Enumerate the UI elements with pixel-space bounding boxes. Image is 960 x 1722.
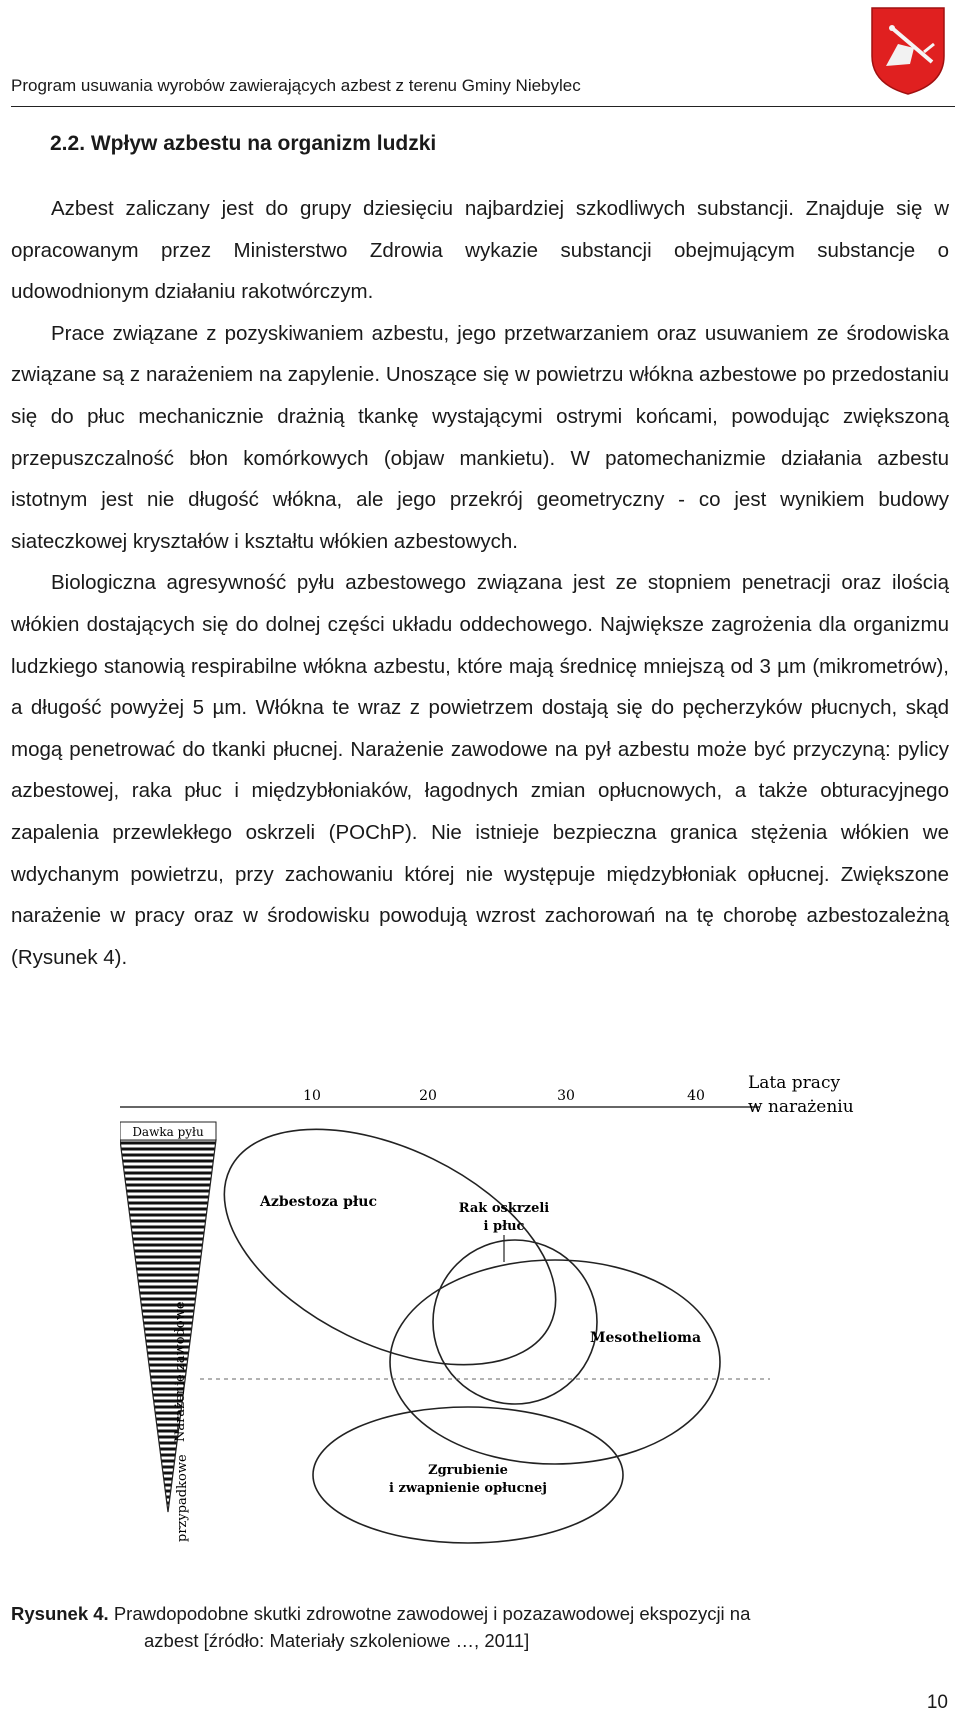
figure-caption <box>11 1600 911 1654</box>
axis-title-line2: w narażeniu <box>748 1097 854 1117</box>
paragraph-1: Azbest zaliczany jest do grupy dziesięciu najbardziej szkodliwych substancji. Znajduje się w opracowanym przez Ministerstwo Zdrowia wykazie substancji obejmującym substancje o udowodnionym działaniu rakotwórczym. <box>11 197 949 304</box>
mesothelioma-label: Mesothelioma <box>590 1330 702 1346</box>
axis-title-line1: Lata pracy <box>748 1073 841 1093</box>
pleural-label-2: i zwapnienie opłucnej <box>389 1481 547 1496</box>
caption-text-line2: azbest [źródło: Materiały szkoleniowe …, 2011] <box>144 1630 530 1651</box>
coat-of-arms-icon <box>868 4 948 96</box>
tick-30: 30 <box>557 1088 575 1104</box>
tick-40: 40 <box>687 1088 705 1104</box>
asbestos-effects-diagram <box>120 1062 890 1570</box>
lung-cancer-label-2: i płuc <box>483 1219 525 1234</box>
header-divider <box>11 106 955 107</box>
exposure-occupational-label: Narażenie zawodowe <box>173 1301 188 1442</box>
section-title: 2.2. Wpływ azbestu na organizm ludzki <box>50 132 437 155</box>
document-header: Program usuwania wyrobów zawierających azbest z terenu Gminy Niebylec <box>11 76 581 95</box>
body-text <box>11 188 949 978</box>
page-number: 10 <box>926 1692 948 1713</box>
tick-10: 10 <box>303 1088 321 1104</box>
lung-cancer-label-1: Rak oskrzeli <box>458 1201 550 1216</box>
caption-text-line1: Prawdopodobne skutki zdrowotne zawodowej i pozazawodowej ekspozycji na <box>113 1603 751 1624</box>
caption-label: Rysunek 4. <box>11 1603 109 1624</box>
paragraph-3: Biologiczna agresywność pyłu azbestowego związana jest ze stopniem penetracji oraz ilością włókien dostających się do dolnej części układu oddechowego. Największe zagrożenia dla organizmu ludzkiego stanowią respirabilne włókna azbestu, które mają średnicę mniejszą od 3 µm (mikrometrów), a długość powyżej 5 µm. Włókna te wraz z powietrzem dostają się do pęcherzyków płucnych, skąd mogą penetrować do tkanki płucnej. Narażenie zawodowe na pył azbestu może być przyczyną: pylicy azbestowej, raka płuc i międzybłoniaków, łagodnych zmian opłucnowych, a także obturacyjnego zapalenia przewlekłego oskrzeli (POChP). Nie istnieje bezpieczna granica stężenia włókien we wdychanym powietrzu, przy zachowaniu której nie występuje międzybłoniak opłucnej. Zwiększone narażenie w pracy oraz w środowisku powodują wzrost zachorowań na tę chorobę azbestozależną (Rysunek 4). <box>11 571 949 969</box>
dose-label: Dawka pyłu <box>132 1125 204 1139</box>
tick-20: 20 <box>419 1088 437 1104</box>
exposure-incidental-label: przypadkowe <box>175 1454 190 1542</box>
paragraph-2: Prace związane z pozyskiwaniem azbestu, jego przetwarzaniem oraz usuwaniem ze środowiska związane są z narażeniem na zapylenie. Unoszące się w powietrzu włókna azbestowe po przedostaniu się do płuc mechanicznie drażnią tkankę wystającymi ostrymi końcami, powodując zwiększoną przepuszczalność błon komórkowych (objaw mankietu). W patomechanizmie działania azbestu istotnym jest nie długość włókna, ale jego przekrój geometryczny - co jest wynikiem budowy siateczkowej kryształów i kształtu włókien azbestowych. <box>11 321 949 553</box>
asbestosis-label: Azbestoza płuc <box>260 1194 377 1210</box>
pleural-label-1: Zgrubienie <box>428 1463 508 1478</box>
dose-wedge <box>120 1140 216 1512</box>
